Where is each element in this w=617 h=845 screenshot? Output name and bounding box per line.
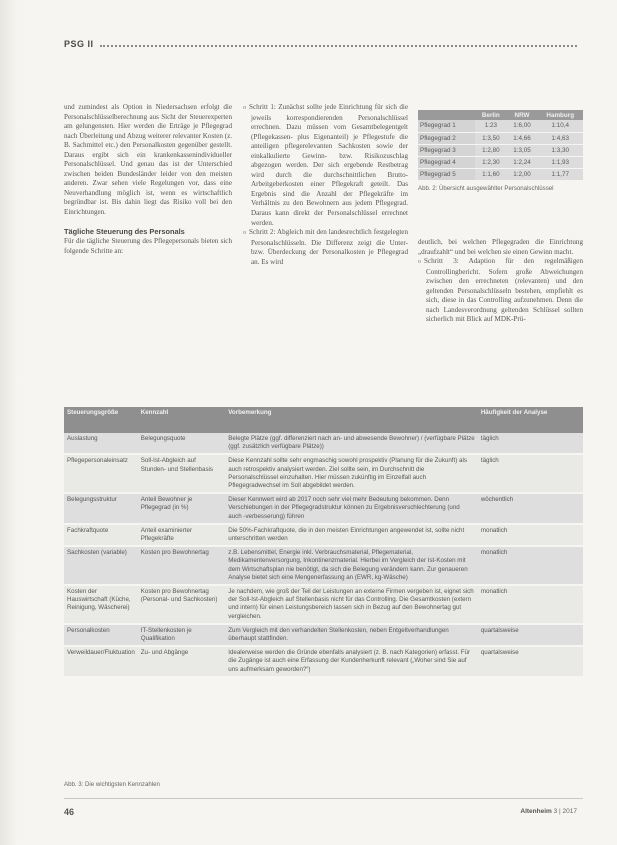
section-subheading: Tägliche Steuerung des Personals — [64, 226, 185, 236]
table-cell: 1:1,93 — [537, 156, 583, 168]
running-header — [64, 38, 577, 50]
personnel-ratio-table — [418, 110, 583, 181]
column-header: Vorbemerkung — [225, 407, 478, 433]
personnel-ratio-figure — [418, 110, 583, 193]
table-cell: Soll-Ist-Abgleich auf Stunden- und Stellenbasis — [138, 454, 225, 493]
table-cell: Belegungsquote — [138, 433, 225, 454]
column-header: NRW — [507, 110, 538, 120]
table-cell: Diese Kennzahl sollte sehr engmaschig sowohl prospektiv (Planung für die Zukunft) als auch retrospektiv analysiert werden. Ziel sollte sein, im Durchschnitt die Personalschlüssel einzuhalten. Hier müssen zukünftig im Einzelfall auch Pflegegradwechsel im Soll abgebildet werden. — [225, 454, 478, 493]
row-label: Pflegegrad 2 — [418, 132, 475, 144]
table-cell: z.B. Lebensmittel, Energie inkl. Verbrauchsmaterial, Pflegematerial, Medikamentenversorgung, Inkontinenzmaterial. Hierbei im Vergleich der Ist-Kosten mit dem Wirtschaftsplan nie benötigt, da sich die Belegung verändern kann. Zur genaueren Analyse bietet sich eine Mengenerfassung an (EWR, kg-Wäsche) — [225, 546, 478, 585]
table-cell: Kosten pro Bewohnertag (Personal- und Sachkosten) — [138, 585, 225, 624]
table-header-row — [418, 110, 583, 120]
table-cell: 1:6,00 — [507, 120, 538, 132]
table-cell: Personalkosten — [64, 624, 138, 646]
table-cell: 1:3,50 — [475, 132, 506, 144]
table-cell: monatlich — [478, 524, 583, 546]
table-row — [64, 585, 583, 624]
table-cell: Auslastung — [64, 433, 138, 454]
table-cell: 1:2,24 — [507, 156, 538, 168]
table-cell: 1:23 — [475, 120, 506, 132]
page-number: 46 — [64, 807, 75, 817]
text-column-1 — [64, 103, 232, 256]
table-row — [64, 493, 583, 524]
table-cell: monatlich — [478, 585, 583, 624]
table-row — [64, 546, 583, 585]
table-cell: 1:1,77 — [537, 168, 583, 180]
table-cell: Kosten der Hauswirtschaft (Küche, Reinigung, Wäscherei) — [64, 585, 138, 624]
table-cell: 1:3,30 — [537, 144, 583, 156]
table-row — [64, 433, 583, 454]
journal-footer — [520, 808, 577, 815]
table-row — [418, 168, 583, 180]
table-cell: Die 50%-Fachkraftquote, die in den meisten Einrichtungen angewendet ist, sollte nicht unterschritten werden — [225, 524, 478, 546]
text-column-3 — [418, 238, 583, 325]
paragraph: und zumindest als Option in Niedersachsen erfolgt die Personalschlüsselberechnung aus Sicht der Steuerexperten am gelungensten. Hier werden die Erträge je Pflegegrad nach Überleitung und Abzug weiterer relevanter Kosten (z. B. Sachmittel etc.) den Personalkosten gegenüber gestellt. Daraus ergibt sich ein krankenkassenindividueller Personalschlüssel. Und genau das ist der Unterschied zwischen beiden Bundesländer leider von den meisten anderen. Zwar sehen viele Regelungen vor, dass eine Neuverhandlung möglich ist, wenn es wirtschaftlich begründbar ist. Bis dahin liegt das Risiko voll bei den Einrichtungen. — [64, 103, 232, 217]
table-cell: täglich — [478, 454, 583, 493]
table-row — [64, 646, 583, 677]
row-label: Pflegegrad 3 — [418, 144, 475, 156]
table-cell: 1:3,05 — [507, 144, 538, 156]
text-column-2 — [243, 103, 408, 267]
table-row — [418, 144, 583, 156]
table-cell: quartalsweise — [478, 624, 583, 646]
kpi-figure — [64, 407, 583, 678]
table-row — [418, 156, 583, 168]
table-row — [418, 132, 583, 144]
table-cell: Fachkraftquote — [64, 524, 138, 546]
table-cell: Kosten pro Bewohnertag — [138, 546, 225, 585]
row-label: Pflegegrad 5 — [418, 168, 475, 180]
column-header: Hamburg — [537, 110, 583, 120]
table-cell: wöchentlich — [478, 493, 583, 524]
figure-caption: Abb. 2: Übersicht ausgewählter Personalschlüssel — [418, 184, 554, 192]
table-row — [418, 120, 583, 132]
table-cell: Sachkosten (variable) — [64, 546, 138, 585]
section-label: PSG II — [64, 39, 94, 49]
row-label: Pflegegrad 4 — [418, 156, 475, 168]
table-cell: Je nachdem, wie groß der Teil der Leistungen an externe Firmen vergeben ist, eignet sich der Soll-Ist-Abgleich auf Stellenbasis nicht für das Controlling. Die Gesamtkosten (extern und intern) für einen Leistungsbereich lassen sich in Bezug auf den Bewohnertag gut vergleichen. — [225, 585, 478, 624]
table-cell: 1:2,80 — [475, 144, 506, 156]
step-3-item: o Schritt 3: Adaption für den regelmäßigen Controllingbericht. Sofern große Abweichungen zwischen den errechneten (relevanten) und den geltenden Personalschlüsseln bestehen, empfiehlt es sich, diese in das Controlling aufzunehmen. Denn die nach Landesverordnung geltenden Schlüssel sollten sicherlich mit Blick auf MDK-Prü- — [418, 257, 583, 325]
table-cell: 1:4,66 — [507, 132, 538, 144]
kpi-table — [64, 407, 583, 678]
table-row — [64, 524, 583, 546]
table-cell: Dieser Kennwert wird ab 2017 noch sehr viel mehr Bedeutung bekommen. Denn Verschiebungen in der Pflegegradstruktur können zu Ergebnisverschlechterung (und auch -verbesserung) führen — [225, 493, 478, 524]
paragraph: Für die tägliche Steuerung des Pflegepersonals bieten sich folgende Schritte an: — [64, 237, 232, 255]
table-cell: monatlich — [478, 546, 583, 585]
column-header: Steuerungsgröße — [64, 407, 138, 433]
table-cell: Zum Vergleich mit den verhandelten Stellenkosten, neben Entgeltverhandlungen überhaupt stattfinden. — [225, 624, 478, 646]
table-cell: täglich — [478, 433, 583, 454]
column-header: Berlin — [475, 110, 506, 120]
table-cell: Anteil Bewohner je Pflegegrad (in %) — [138, 493, 225, 524]
table-cell: 1:2,30 — [475, 156, 506, 168]
table-row — [64, 454, 583, 493]
table-cell: Zu- und Abgänge — [138, 646, 225, 677]
journal-name: Altenheim — [520, 808, 552, 815]
footer-rule — [64, 798, 583, 799]
table-header-row — [64, 407, 583, 433]
table-cell: Belegte Plätze (ggf. differenziert nach an- und abwesende Bewohner) / (verfügbare Plätze (ggf. zusätzlich verfügbare Plätze)) — [225, 433, 478, 454]
table-cell: Belegungsstruktur — [64, 493, 138, 524]
dotted-rule — [100, 41, 577, 47]
table-cell: 1:4,63 — [537, 132, 583, 144]
issue-number: 3 | 2017 — [553, 808, 577, 815]
column-header: Kennzahl — [138, 407, 225, 433]
table-cell: Verweildauer/Fluktuation — [64, 646, 138, 677]
table-row — [64, 624, 583, 646]
table-cell: Idealerweise werden die Gründe ebenfalls analysiert (z. B. nach Kategorien) erfasst. Für die Zugänge ist auch eine Erfassung der Kundenherkunft relevant („Woher sind Sie auf uns aufmerksam geworden?“) — [225, 646, 478, 677]
column-header — [418, 110, 475, 120]
table-cell: 1:1,60 — [475, 168, 506, 180]
step-1-item: o Schritt 1: Zunächst sollte jede Einrichtung für sich die jeweils korrespondierenden Personalschlüssel errechnen. Dazu müssen vom Gesamtbelegentgelt (Pflegekassen- plus Eigenanteil) je Pflegestufe die anteiligen pflegerelevanten Sachkosten sowie der einkalkulierte Gewinn- bzw. Risikozuschlag abgezogen werden. Der sich ergebende Restbetrag wird durch die durchschnittlichen Brutto-Arbeitgeberkosten einer Pflegekraft geteilt. Das Ergebnis sind die Anzahl der Pflegekräfte im Verhältnis zu den Bewohnern aus jedem Pflegegrad. Daraus kann direkt der Personalschlüssel errechnet werden. — [243, 103, 408, 228]
table-cell: quartalsweise — [478, 646, 583, 677]
paragraph: deutlich, bei welchen Pflegegraden die Einrichtung „draufzahlt“ und bei welchen sie einen Gewinn macht. — [418, 238, 583, 256]
row-label: Pflegegrad 1 — [418, 120, 475, 132]
table-cell: Pflegepersonaleinsatz — [64, 454, 138, 493]
table-cell: 1:10,4 — [537, 120, 583, 132]
table-cell: Anteil examinierter Pflegekräfte — [138, 524, 225, 546]
step-2-item: o Schritt 2: Abgleich mit den landesrechtlich festgelegten Personalschlüsseln. Die Differenz zeigt die Unter- bzw. Überdeckung der Personalkosten je Pflegegrad an. Es wird — [243, 228, 408, 267]
table-cell: IT-Stellenkosten je Qualifikation — [138, 624, 225, 646]
table-cell: 1:2,00 — [507, 168, 538, 180]
figure-caption: Abb. 3: Die wichtigsten Kennzahlen — [64, 781, 160, 788]
column-header: Häufigkeit der Analyse — [478, 407, 583, 433]
